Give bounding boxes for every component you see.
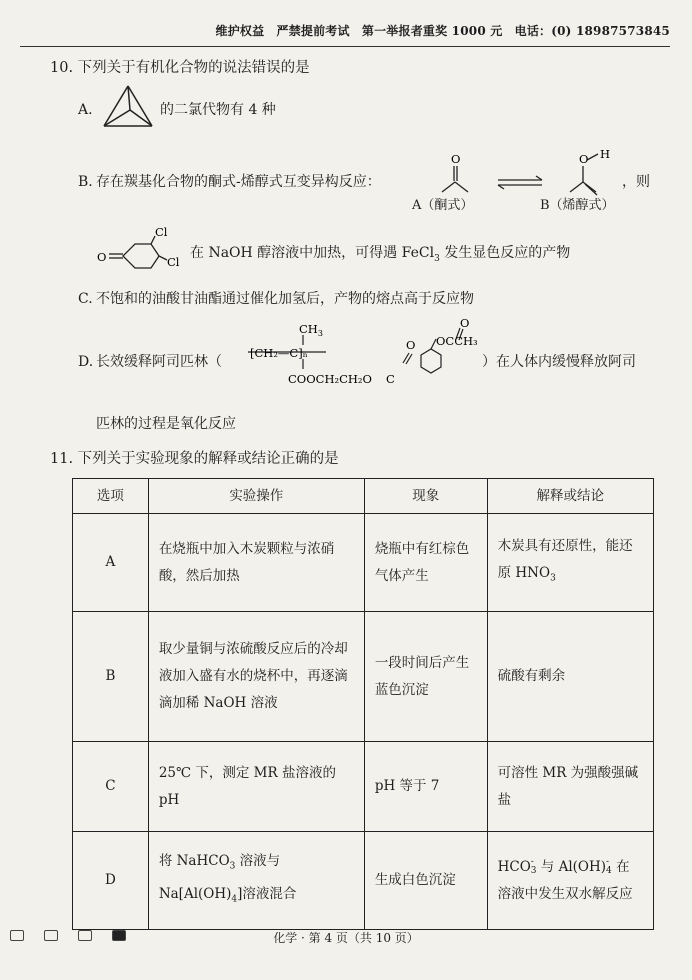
row-d-option: D — [73, 832, 149, 930]
row-d-operation-sub-1: 3 — [229, 861, 236, 872]
row-a-conclusion-text: 木炭具有还原性，能还原 HNO — [497, 537, 633, 581]
q10-option-d-letter: D. — [78, 354, 94, 370]
q10-option-b-text: 存在羰基化合物的酮式-烯醇式互变异构反应： — [96, 174, 381, 190]
header-option: 选项 — [73, 479, 149, 514]
enol-hydrogen-label: H — [600, 150, 611, 161]
continuation-subscript: 3 — [434, 253, 440, 264]
enol-oxygen-label: O — [579, 152, 589, 166]
row-a-option: A — [73, 514, 149, 612]
row-a-conclusion — [487, 514, 653, 612]
row-b-phenomenon: 一段时间后产生蓝色沉淀 — [364, 612, 487, 742]
q10-option-c-text: 不饱和的油酸甘油酯通过催化加氢后，产物的熔点高于反应物 — [96, 291, 474, 307]
row-d-conclusion-part-2: 与 Al(OH) — [536, 858, 607, 875]
row-b-conclusion: 硫酸有剩余 — [487, 612, 653, 742]
acetyl-label: OCCH₃ — [436, 334, 478, 348]
table-row — [73, 742, 654, 832]
q10-option-c-letter: C. — [78, 291, 93, 307]
table-row — [73, 514, 654, 612]
ester-carbon-label: C — [386, 372, 395, 386]
row-c-phenomenon: pH 等于 7 — [364, 742, 487, 832]
question-11-title: 11. 下列关于实验现象的解释或结论正确的是 — [50, 451, 339, 467]
header-phenomenon: 现象 — [364, 479, 487, 514]
row-d-operation-part-2: 溶液与 — [235, 852, 281, 869]
q10-option-d-text-before: 长效缓释阿司匹林（ — [96, 354, 222, 370]
enol-caption: B（烯醇式） — [540, 198, 615, 213]
carbonyl-oxygen-2-label: O — [460, 316, 470, 330]
row-d-conclusion-part-3: 在溶液中发生双水解反应 — [497, 858, 633, 902]
q10-option-a-letter: A. — [78, 102, 93, 118]
polymer-ester-label: COOCH₂CH₂O — [288, 372, 372, 386]
row-a-conclusion-subscript: 3 — [550, 573, 556, 584]
exam-header-notice: 维护权益 严禁提前考试 第一举报者重奖 1000 元 电话：(0) 18987573845 — [215, 24, 670, 38]
row-d-operation-sub-2: 4 — [231, 894, 238, 905]
header-rule — [20, 46, 670, 47]
q10-option-b-letter: B. — [78, 174, 93, 190]
question-10-title: 10. 下列关于有机化合物的说法错误的是 — [50, 60, 310, 76]
row-b-operation: 取少量铜与浓硫酸反应后的冷却液加入盛有水的烧杯中，再逐滴滴加稀 NaOH 溶液 — [148, 612, 364, 742]
continuation-prefix: 在 NaOH 醇溶液中加热，可得遇 FeCl — [190, 245, 435, 261]
header-conclusion: 解释或结论 — [487, 479, 653, 514]
q10-option-d-continuation: 匹林的过程是氧化反应 — [96, 416, 236, 432]
ring-chlorine-2-label: Cl — [167, 255, 180, 269]
keto-caption: A（酮式） — [412, 198, 474, 213]
row-d-operation-part-4: ]溶液混合 — [237, 885, 297, 902]
polymer-backbone-label: [CH₂—C]ₙ — [250, 346, 308, 360]
q10-option-a-text: 的二氯代物有 4 种 — [160, 102, 276, 118]
row-a-operation: 在烧瓶中加入木炭颗粒与浓硝酸，然后加热 — [148, 514, 364, 612]
sustained-release-aspirin-polymer-structure — [246, 315, 478, 397]
row-d-operation — [148, 832, 364, 930]
table-row — [73, 832, 654, 930]
ring-chlorine-1-label: Cl — [155, 226, 168, 239]
norbornane-structure-icon — [100, 78, 156, 134]
row-b-option: B — [73, 612, 149, 742]
ring-oxygen-label: O — [97, 250, 107, 264]
continuation-suffix: 发生显色反应的产物 — [439, 245, 571, 261]
table-row — [73, 612, 654, 742]
keto-oxygen-label: O — [451, 152, 461, 166]
polymer-methyl-label: $CH_3$ — [299, 322, 323, 338]
row-d-operation-part-3: Na[Al(OH) — [158, 885, 232, 902]
row-d-conclusion: HCO - 3 与 Al(OH) - 4 在溶液中发生双水解反应 — [487, 832, 653, 930]
row-c-option: C — [73, 742, 149, 832]
header-operation: 实验操作 — [148, 479, 364, 514]
row-c-operation: 25℃ 下，测定 MR 盐溶液的 pH — [148, 742, 364, 832]
row-c-conclusion: 可溶性 MR 为强酸强碱盐 — [487, 742, 653, 832]
q10-option-d-text-after: ）在人体内缓慢释放阿司 — [482, 354, 636, 370]
q10-option-b-continuation — [190, 243, 570, 269]
carbonyl-oxygen-1-label: O — [406, 338, 416, 352]
table-header-row — [73, 479, 654, 514]
experiment-table — [72, 478, 654, 930]
q10-option-b-then: ，则 — [622, 174, 650, 190]
row-d-phenomenon: 生成白色沉淀 — [364, 832, 487, 930]
row-d-operation-part-1: 将 NaHCO — [158, 852, 230, 869]
dichlorocyclohexanone-structure — [95, 226, 191, 284]
page-footer: 化学 · 第 4 页（共 10 页） — [273, 931, 419, 945]
row-a-phenomenon: 烧瓶中有红棕色气体产生 — [364, 514, 487, 612]
row-d-conclusion-part-1: HCO — [497, 858, 531, 875]
